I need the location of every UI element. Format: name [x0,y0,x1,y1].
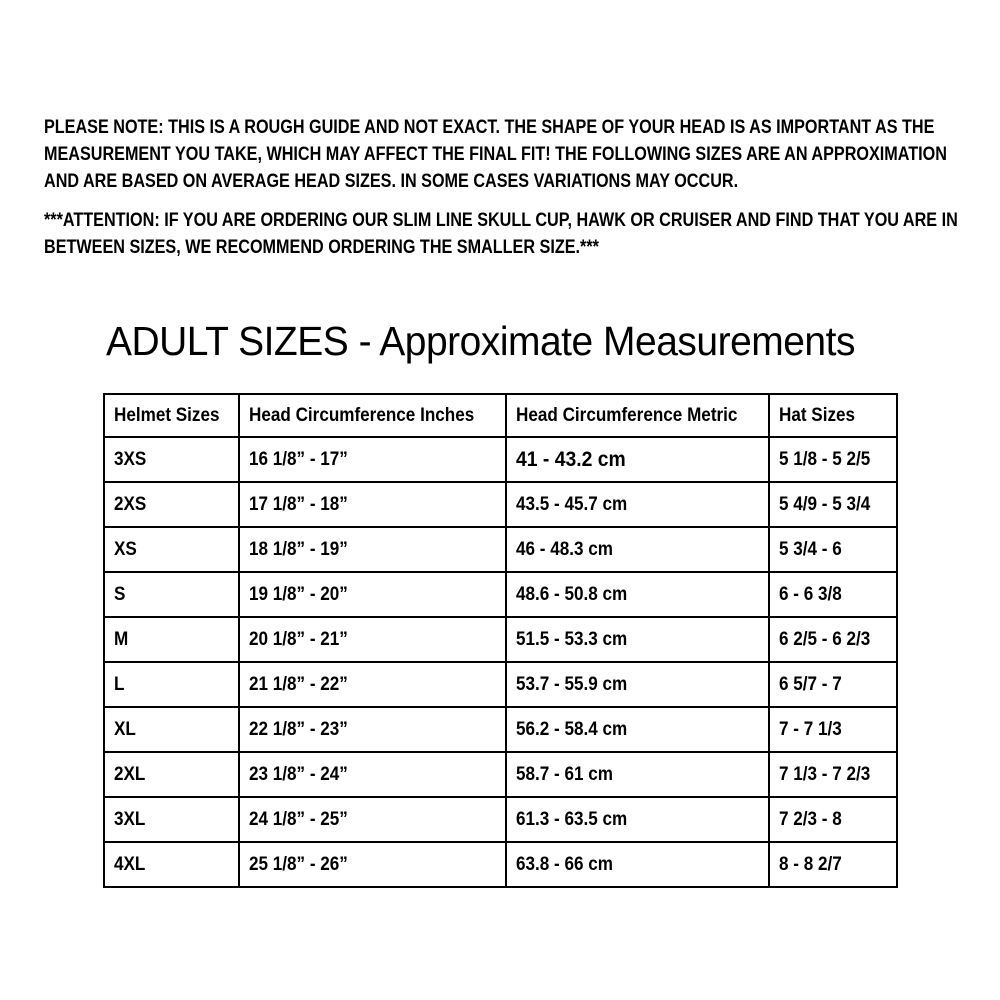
cell-helmet-size: 3XS [104,437,239,482]
cell-metric: 51.5 - 53.3 cm [506,617,769,662]
cell-metric: 56.2 - 58.4 cm [506,707,769,752]
table-row [104,842,897,887]
cell-hat-size: 7 2/3 - 8 [769,797,897,842]
adult-sizes-table [103,393,898,888]
cell-metric: 43.5 - 45.7 cm [506,482,769,527]
cell-helmet-size: 3XL [104,797,239,842]
cell-inches: 23 1/8” - 24” [239,752,506,797]
table-row [104,437,897,482]
cell-inches: 16 1/8” - 17” [239,437,506,482]
column-header-helmet-sizes: Helmet Sizes [104,394,239,437]
table-row [104,617,897,662]
table-row [104,482,897,527]
cell-helmet-size: L [104,662,239,707]
table-header-row [104,394,897,437]
cell-metric: 61.3 - 63.5 cm [506,797,769,842]
cell-helmet-size: XL [104,707,239,752]
cell-hat-size: 5 1/8 - 5 2/5 [769,437,897,482]
table-row [104,752,897,797]
cell-metric: 41 - 43.2 cm [506,437,769,482]
cell-helmet-size: 2XL [104,752,239,797]
cell-metric: 46 - 48.3 cm [506,527,769,572]
cell-hat-size: 5 4/9 - 5 3/4 [769,482,897,527]
cell-hat-size: 6 2/5 - 6 2/3 [769,617,897,662]
column-header-hat-sizes: Hat Sizes [769,394,897,437]
please-note-paragraph: PLEASE NOTE: THIS IS A ROUGH GUIDE AND NOT EXACT. THE SHAPE OF YOUR HEAD IS AS IMPORTANT AS THE MEASUREMENT YOU TAKE, WHICH MAY AFFECT THE FINAL FIT! THE FOLLOWING SIZES ARE AN APPROXIMATION AND ARE BASED ON AVERAGE HEAD SIZES. IN SOME CASES VARIATIONS MAY OCCUR. [44,117,947,192]
cell-hat-size: 5 3/4 - 6 [769,527,897,572]
cell-metric: 58.7 - 61 cm [506,752,769,797]
cell-helmet-size: M [104,617,239,662]
page-title: ADULT SIZES - Approximate Measurements [106,318,855,364]
cell-metric: 63.8 - 66 cm [506,842,769,887]
cell-inches: 22 1/8” - 23” [239,707,506,752]
cell-helmet-size: S [104,572,239,617]
cell-helmet-size: 2XS [104,482,239,527]
column-header-circumference-inches: Head Circumference Inches [239,394,506,437]
table-row [104,527,897,572]
cell-inches: 25 1/8” - 26” [239,842,506,887]
cell-hat-size: 7 - 7 1/3 [769,707,897,752]
cell-hat-size: 6 - 6 3/8 [769,572,897,617]
table-row [104,797,897,842]
cell-metric: 48.6 - 50.8 cm [506,572,769,617]
table-row [104,707,897,752]
cell-helmet-size: 4XL [104,842,239,887]
cell-metric: 53.7 - 55.9 cm [506,662,769,707]
table-row [104,572,897,617]
cell-inches: 21 1/8” - 22” [239,662,506,707]
cell-inches: 19 1/8” - 20” [239,572,506,617]
cell-inches: 20 1/8” - 21” [239,617,506,662]
cell-inches: 24 1/8” - 25” [239,797,506,842]
cell-hat-size: 7 1/3 - 7 2/3 [769,752,897,797]
cell-helmet-size: XS [104,527,239,572]
cell-inches: 17 1/8” - 18” [239,482,506,527]
column-header-circumference-metric: Head Circumference Metric [506,394,769,437]
attention-paragraph: ***ATTENTION: IF YOU ARE ORDERING OUR SLIM LINE SKULL CUP, HAWK OR CRUISER AND FIND THAT YOU ARE IN BETWEEN SIZES, WE RECOMMEND ORDERING THE SMALLER SIZE.*** [44,210,958,258]
table-row [104,662,897,707]
cell-hat-size: 6 5/7 - 7 [769,662,897,707]
cell-inches: 18 1/8” - 19” [239,527,506,572]
cell-hat-size: 8 - 8 2/7 [769,842,897,887]
